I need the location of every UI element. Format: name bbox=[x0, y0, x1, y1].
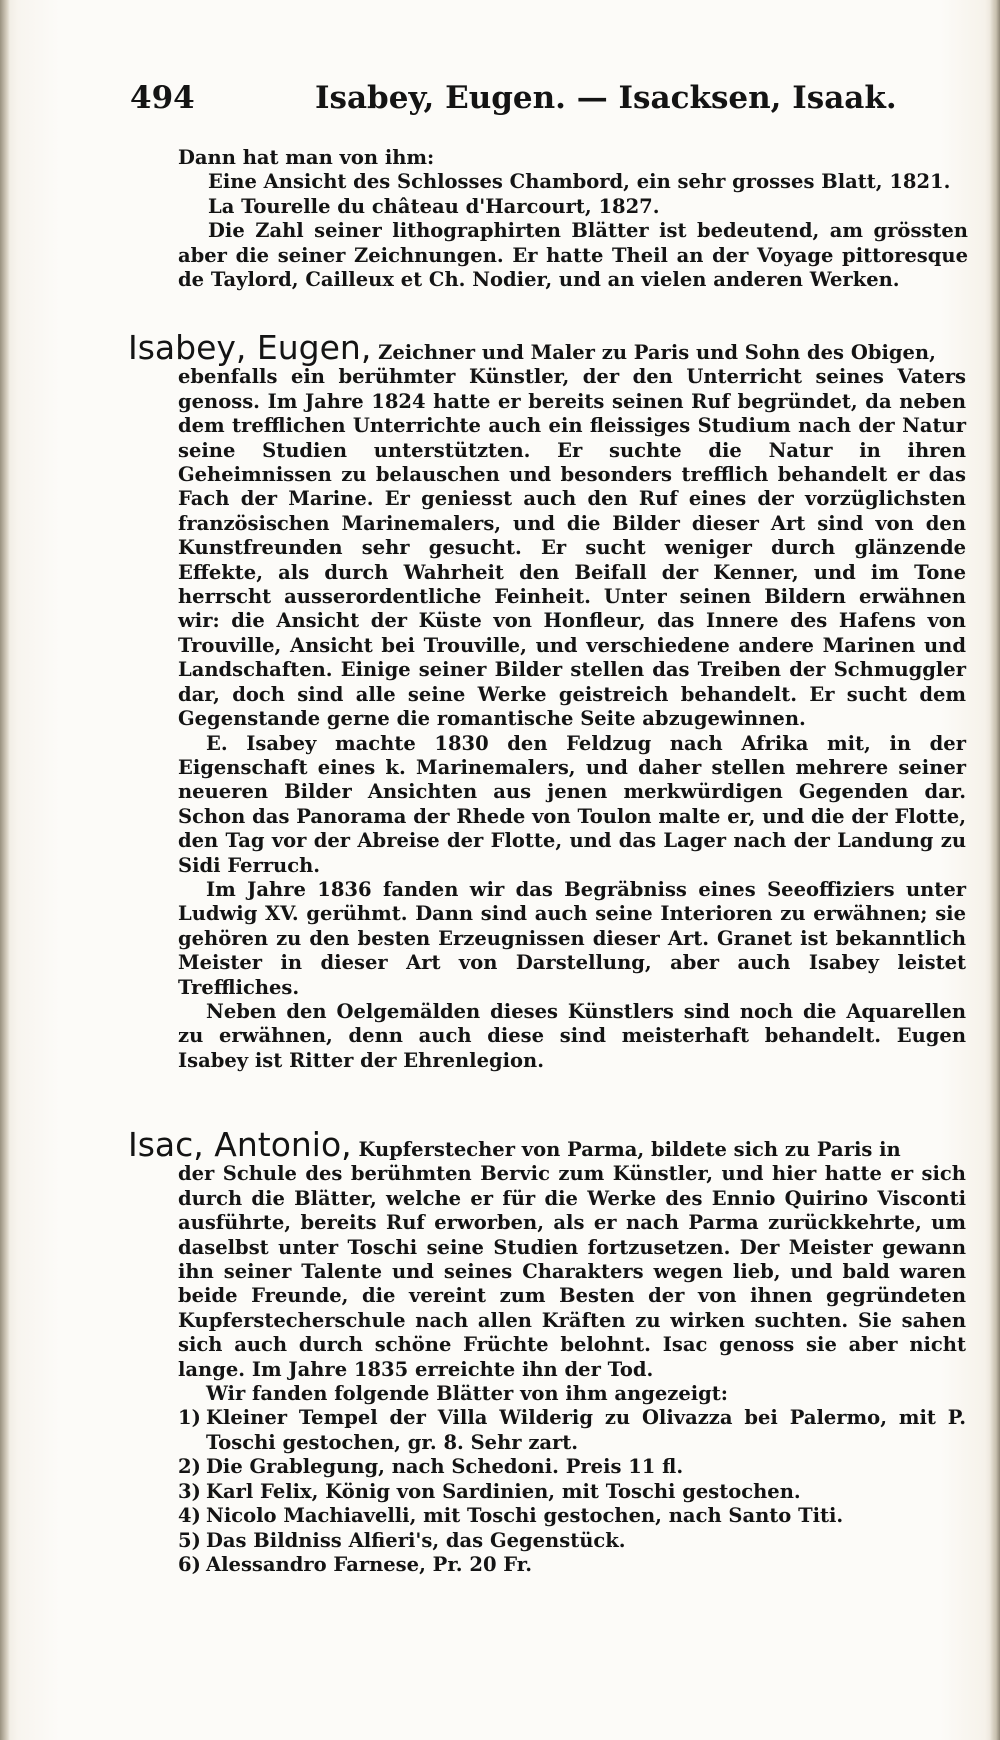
page-edge-shadow bbox=[990, 0, 1000, 1740]
running-head bbox=[130, 80, 970, 120]
running-title: Isabey, Eugen. — Isacksen, Isaak. bbox=[315, 80, 897, 116]
works-list bbox=[178, 1406, 966, 1577]
entry-isabey-eugen bbox=[128, 328, 966, 1073]
list-item bbox=[178, 1455, 966, 1479]
entry-paragraph: E. Isabey machte 1830 den Feldzug nach Afrika mit, in der Eigenschaft eines k. Marinemalers, und daher stellen mehrere seiner neueren Bilder Ansichten aus jenen merkwürdigen Gegenden dar. Schon das Panorama der Rhede von Toulon malte er, und die der Flotte, den Tag vor der Abreise der Flotte, und das Lager nach der Landung zu Sidi Ferruch. bbox=[178, 731, 966, 877]
list-number: 2) bbox=[178, 1455, 201, 1479]
intro-line: Eine Ansicht des Schlosses Chambord, ein sehr grosses Blatt, 1821. bbox=[208, 170, 951, 194]
entry-body bbox=[128, 1162, 966, 1577]
intro-line: Dann hat man von ihm: bbox=[178, 146, 435, 169]
list-item bbox=[178, 1406, 966, 1455]
intro-block bbox=[178, 146, 968, 292]
entry-first-line bbox=[128, 1125, 966, 1164]
list-text: Alessandro Farnese, Pr. 20 Fr. bbox=[206, 1552, 533, 1576]
list-text: Die Grablegung, nach Schedoni. Preis 11 fl. bbox=[206, 1455, 684, 1479]
list-item bbox=[178, 1529, 966, 1553]
list-number: 6) bbox=[178, 1552, 201, 1576]
entry-paragraph: der Schule des berühmten Bervic zum Künstler, und hier hatte er sich durch die Blätter, welche er für die Werke des Ennio Quirino Visconti ausführte, bereits Ruf erworben, als er nach Parma zurückkehrte, um daselbst unter Toschi seine Studien fortzusetzen. Der Meister gewann ihn seiner Talente und seines Charakters wegen lieb, und bald waren beide Freunde, die vereint zum Besten der von ihnen gegründeten Kupferstecherschule nach allen Kräften zu wirken suchten. Sie sahen sich auch durch schöne Früchte belohnt. Isac genoss sie aber nicht lange. Im Jahre 1835 erreichte ihn der Tod. bbox=[178, 1162, 966, 1381]
list-text: Nicolo Machiavelli, mit Toschi gestochen, nach Santo Titi. bbox=[206, 1504, 844, 1528]
list-item bbox=[178, 1480, 966, 1504]
entry-paragraph: ebenfalls ein berühmter Künstler, der den Unterricht seines Vaters genoss. Im Jahre 1824 hatte er bereits seinen Ruf begründet, da neben dem trefflichen Unterrichte auch ein fleissiges Studium nach der Natur seine Studien unterstützten. Er suchte die Natur in ihren Geheimnissen zu belauschen und besonders trefflich behandelt er das Fach der Marine. Er geniesst auch den Ruf eines der vorzüglichsten französischen Marinemalers, und die Bilder dieser Art sind von den Kunstfreunden sehr gesucht. Er sucht weniger durch glänzende Effekte, als durch Wahrheit den Beifall der Kenner, und im Tone herrscht ausserordentliche Feinheit. Unter seinen Bildern erwähnen wir: die Ansicht der Küste von Honfleur, das Innere des Hafens von Trouville, Ansicht bei Trouville, und verschiedene andere Marinen und Landschaften. Einige seiner Bilder stellen das Treiben der Schmuggler dar, doch sind alle seine Werke geistreich behandelt. Er sucht dem Gegenstande gerne die romantische Seite abzugewinnen. bbox=[178, 365, 966, 731]
list-item bbox=[178, 1553, 966, 1577]
entry-first-text: Zeichner und Maler zu Paris und Sohn des Obigen, bbox=[378, 341, 936, 364]
list-number: 5) bbox=[178, 1528, 201, 1552]
list-text: Karl Felix, König von Sardinien, mit Toschi gestochen. bbox=[206, 1479, 801, 1503]
list-number: 1) bbox=[178, 1406, 201, 1430]
entry-paragraph: Neben den Oelgemälden dieses Künstlers sind noch die Aquarellen zu erwähnen, denn auch diese sind meisterhaft behandelt. Eugen Isabey ist Ritter der Ehrenlegion. bbox=[178, 999, 966, 1072]
entry-paragraph: Wir fanden folgende Blätter von ihm angezeigt: bbox=[206, 1382, 728, 1406]
list-item bbox=[178, 1504, 966, 1528]
page-number: 494 bbox=[130, 80, 195, 116]
intro-line: La Tourelle du château d'Harcourt, 1827. bbox=[208, 194, 660, 218]
page-gutter-shadow bbox=[0, 0, 10, 1740]
list-text: Das Bildniss Alfieri's, das Gegenstück. bbox=[206, 1528, 626, 1552]
entry-isac-antonio bbox=[128, 1125, 966, 1577]
headword: Isabey, Eugen, bbox=[128, 328, 372, 367]
list-text: Kleiner Tempel der Villa Wilderig zu Olivazza bei Palermo, mit P. Toschi gestochen, gr. 8. Sehr zart. bbox=[206, 1406, 966, 1454]
list-number: 4) bbox=[178, 1504, 201, 1528]
entry-paragraph: Im Jahre 1836 fanden wir das Begräbniss eines Seeoffiziers unter Ludwig XV. gerühmt. Dann sind auch seine Interioren zu erwähnen; sie gehören zu den besten Erzeugnissen dieser Art. Granet ist bekanntlich Meister in dieser Art von Darstellung, aber auch Isabey leistet Treffliches. bbox=[178, 877, 966, 999]
entry-first-text: Kupferstecher von Parma, bildete sich zu Paris in bbox=[358, 1138, 901, 1161]
intro-paragraph: Die Zahl seiner lithographirten Blätter ist bedeutend, am grössten aber die seiner Zeichnungen. Er hatte Theil an der Voyage pittoresque de Taylord, Cailleux et Ch. Nodier, und an vielen anderen Werken. bbox=[178, 219, 968, 292]
list-number: 3) bbox=[178, 1479, 201, 1503]
headword: Isac, Antonio, bbox=[128, 1125, 352, 1164]
entry-body bbox=[128, 365, 966, 1073]
entry-first-line bbox=[128, 328, 966, 367]
